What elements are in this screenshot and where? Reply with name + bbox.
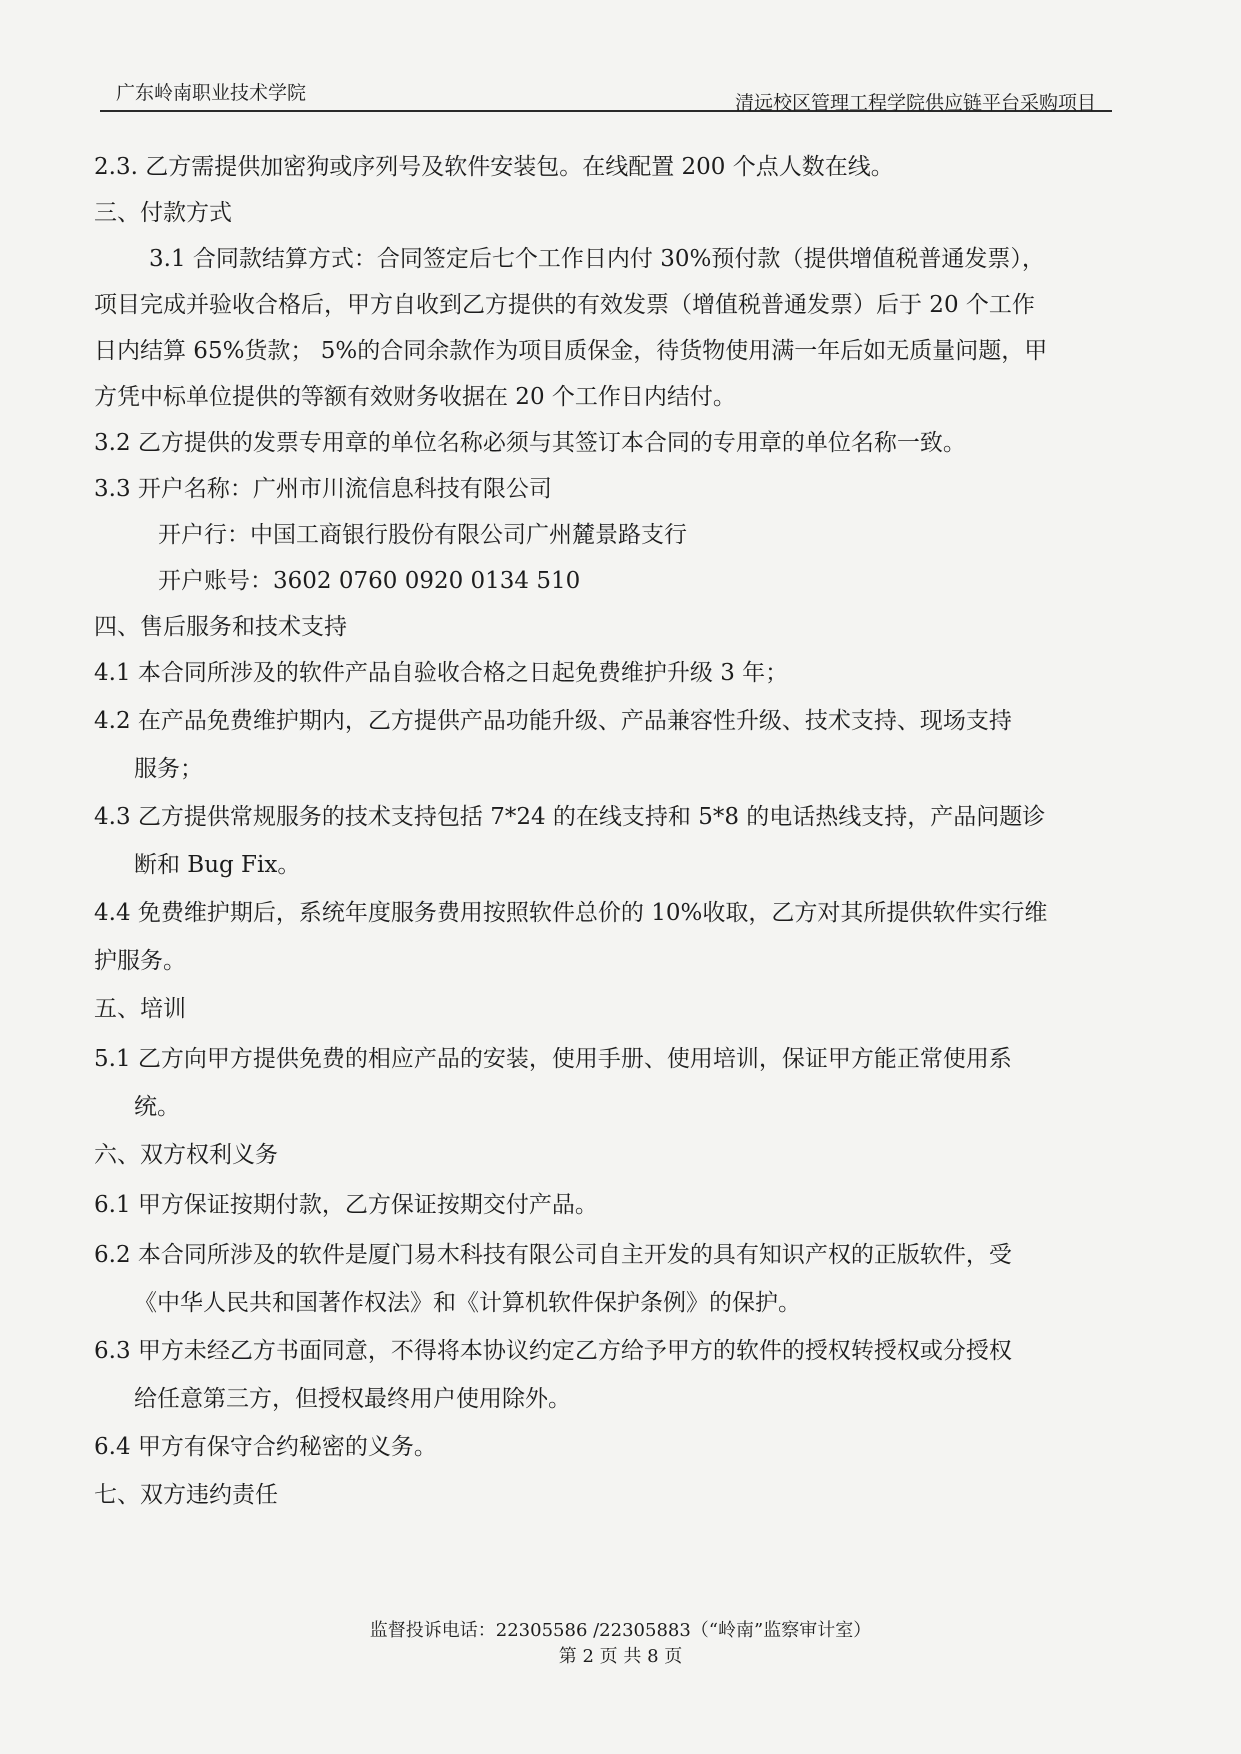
clause-3-3-account-number: 开户账号：3602 0760 0920 0134 510 (158, 568, 581, 594)
clause-4-3: 4.3 乙方提供常规服务的技术支持包括 7*24 的在线支持和 5*8 的电话热线支持，产品问题诊 (94, 804, 1046, 830)
clause-3-3-account-name: 3.3 开户名称：广州市川流信息科技有限公司 (94, 476, 552, 502)
clause-3-1-cont-3: 方凭中标单位提供的等额有效财务收据在 20 个工作日内结付。 (94, 384, 736, 410)
section-heading-rights: 六、双方权利义务 (94, 1142, 278, 1168)
clause-3-1: 3.1 合同款结算方式：合同签定后七个工作日内付 30%预付款（提供增值税普通发票）， (149, 246, 1045, 272)
clause-3-1-cont-1: 项目完成并验收合格后，甲方自收到乙方提供的有效发票（增值税普通发票）后于 20 个工作 (94, 292, 1035, 318)
header-school-name: 广东岭南职业技术学院 (116, 82, 307, 104)
clause-3-3-bank: 开户行：中国工商银行股份有限公司广州麓景路支行 (158, 522, 687, 548)
section-heading-liability: 七、双方违约责任 (94, 1482, 278, 1508)
clause-4-2-cont: 服务； (134, 756, 203, 782)
section-heading-payment: 三、付款方式 (94, 200, 232, 226)
section-heading-after-sales: 四、售后服务和技术支持 (94, 614, 347, 640)
clause-4-4: 4.4 免费维护期后，系统年度服务费用按照软件总价的 10%收取，乙方对其所提供软件实行维 (94, 900, 1048, 926)
footer-page-number: 第 2 页 共 8 页 (558, 1646, 683, 1667)
clause-6-4: 6.4 甲方有保守合约秘密的义务。 (94, 1434, 437, 1460)
clause-4-4-cont: 护服务。 (94, 948, 186, 974)
clause-3-1-cont-2: 日内结算 65%货款； 5%的合同余款作为项目质保金，待货物使用满一年后如无质量问题，甲 (94, 338, 1048, 364)
clause-3-2: 3.2 乙方提供的发票专用章的单位名称必须与其签订本合同的专用章的单位名称一致。 (94, 430, 966, 456)
header-project-name: 清远校区管理工程学院供应链平台采购项目 (734, 92, 1096, 114)
clause-4-1: 4.1 本合同所涉及的软件产品自验收合格之日起免费维护升级 3 年； (94, 660, 789, 686)
clause-6-1: 6.1 甲方保证按期付款，乙方保证按期交付产品。 (94, 1192, 598, 1218)
page-header (100, 76, 1112, 112)
clause-5-1-cont: 统。 (134, 1094, 180, 1120)
contract-body (94, 144, 1114, 1518)
clause-6-3: 6.3 甲方未经乙方书面同意，不得将本协议约定乙方给予甲方的软件的授权转授权或分授权 (94, 1338, 1012, 1364)
clause-2-3: 2.3. 乙方需提供加密狗或序列号及软件安装包。在线配置 200 个点人数在线。 (94, 154, 894, 180)
clause-6-2: 6.2 本合同所涉及的软件是厦门易木科技有限公司自主开发的具有知识产权的正版软件，受 (94, 1242, 1012, 1268)
section-heading-training: 五、培训 (94, 996, 186, 1022)
clause-4-3-cont: 断和 Bug Fix。 (134, 852, 301, 878)
clause-5-1: 5.1 乙方向甲方提供免费的相应产品的安装，使用手册、使用培训，保证甲方能正常使用系 (94, 1046, 1012, 1072)
clause-6-2-cont: 《中华人民共和国著作权法》和《计算机软件保护条例》的保护。 (134, 1290, 801, 1316)
clause-6-3-cont: 给任意第三方，但授权最终用户使用除外。 (134, 1386, 571, 1412)
clause-4-2: 4.2 在产品免费维护期内，乙方提供产品功能升级、产品兼容性升级、技术支持、现场支持 (94, 708, 1012, 734)
footer-complaint-line: 监督投诉电话：22305586 /22305883（“岭南”监察审计室） (369, 1620, 872, 1641)
